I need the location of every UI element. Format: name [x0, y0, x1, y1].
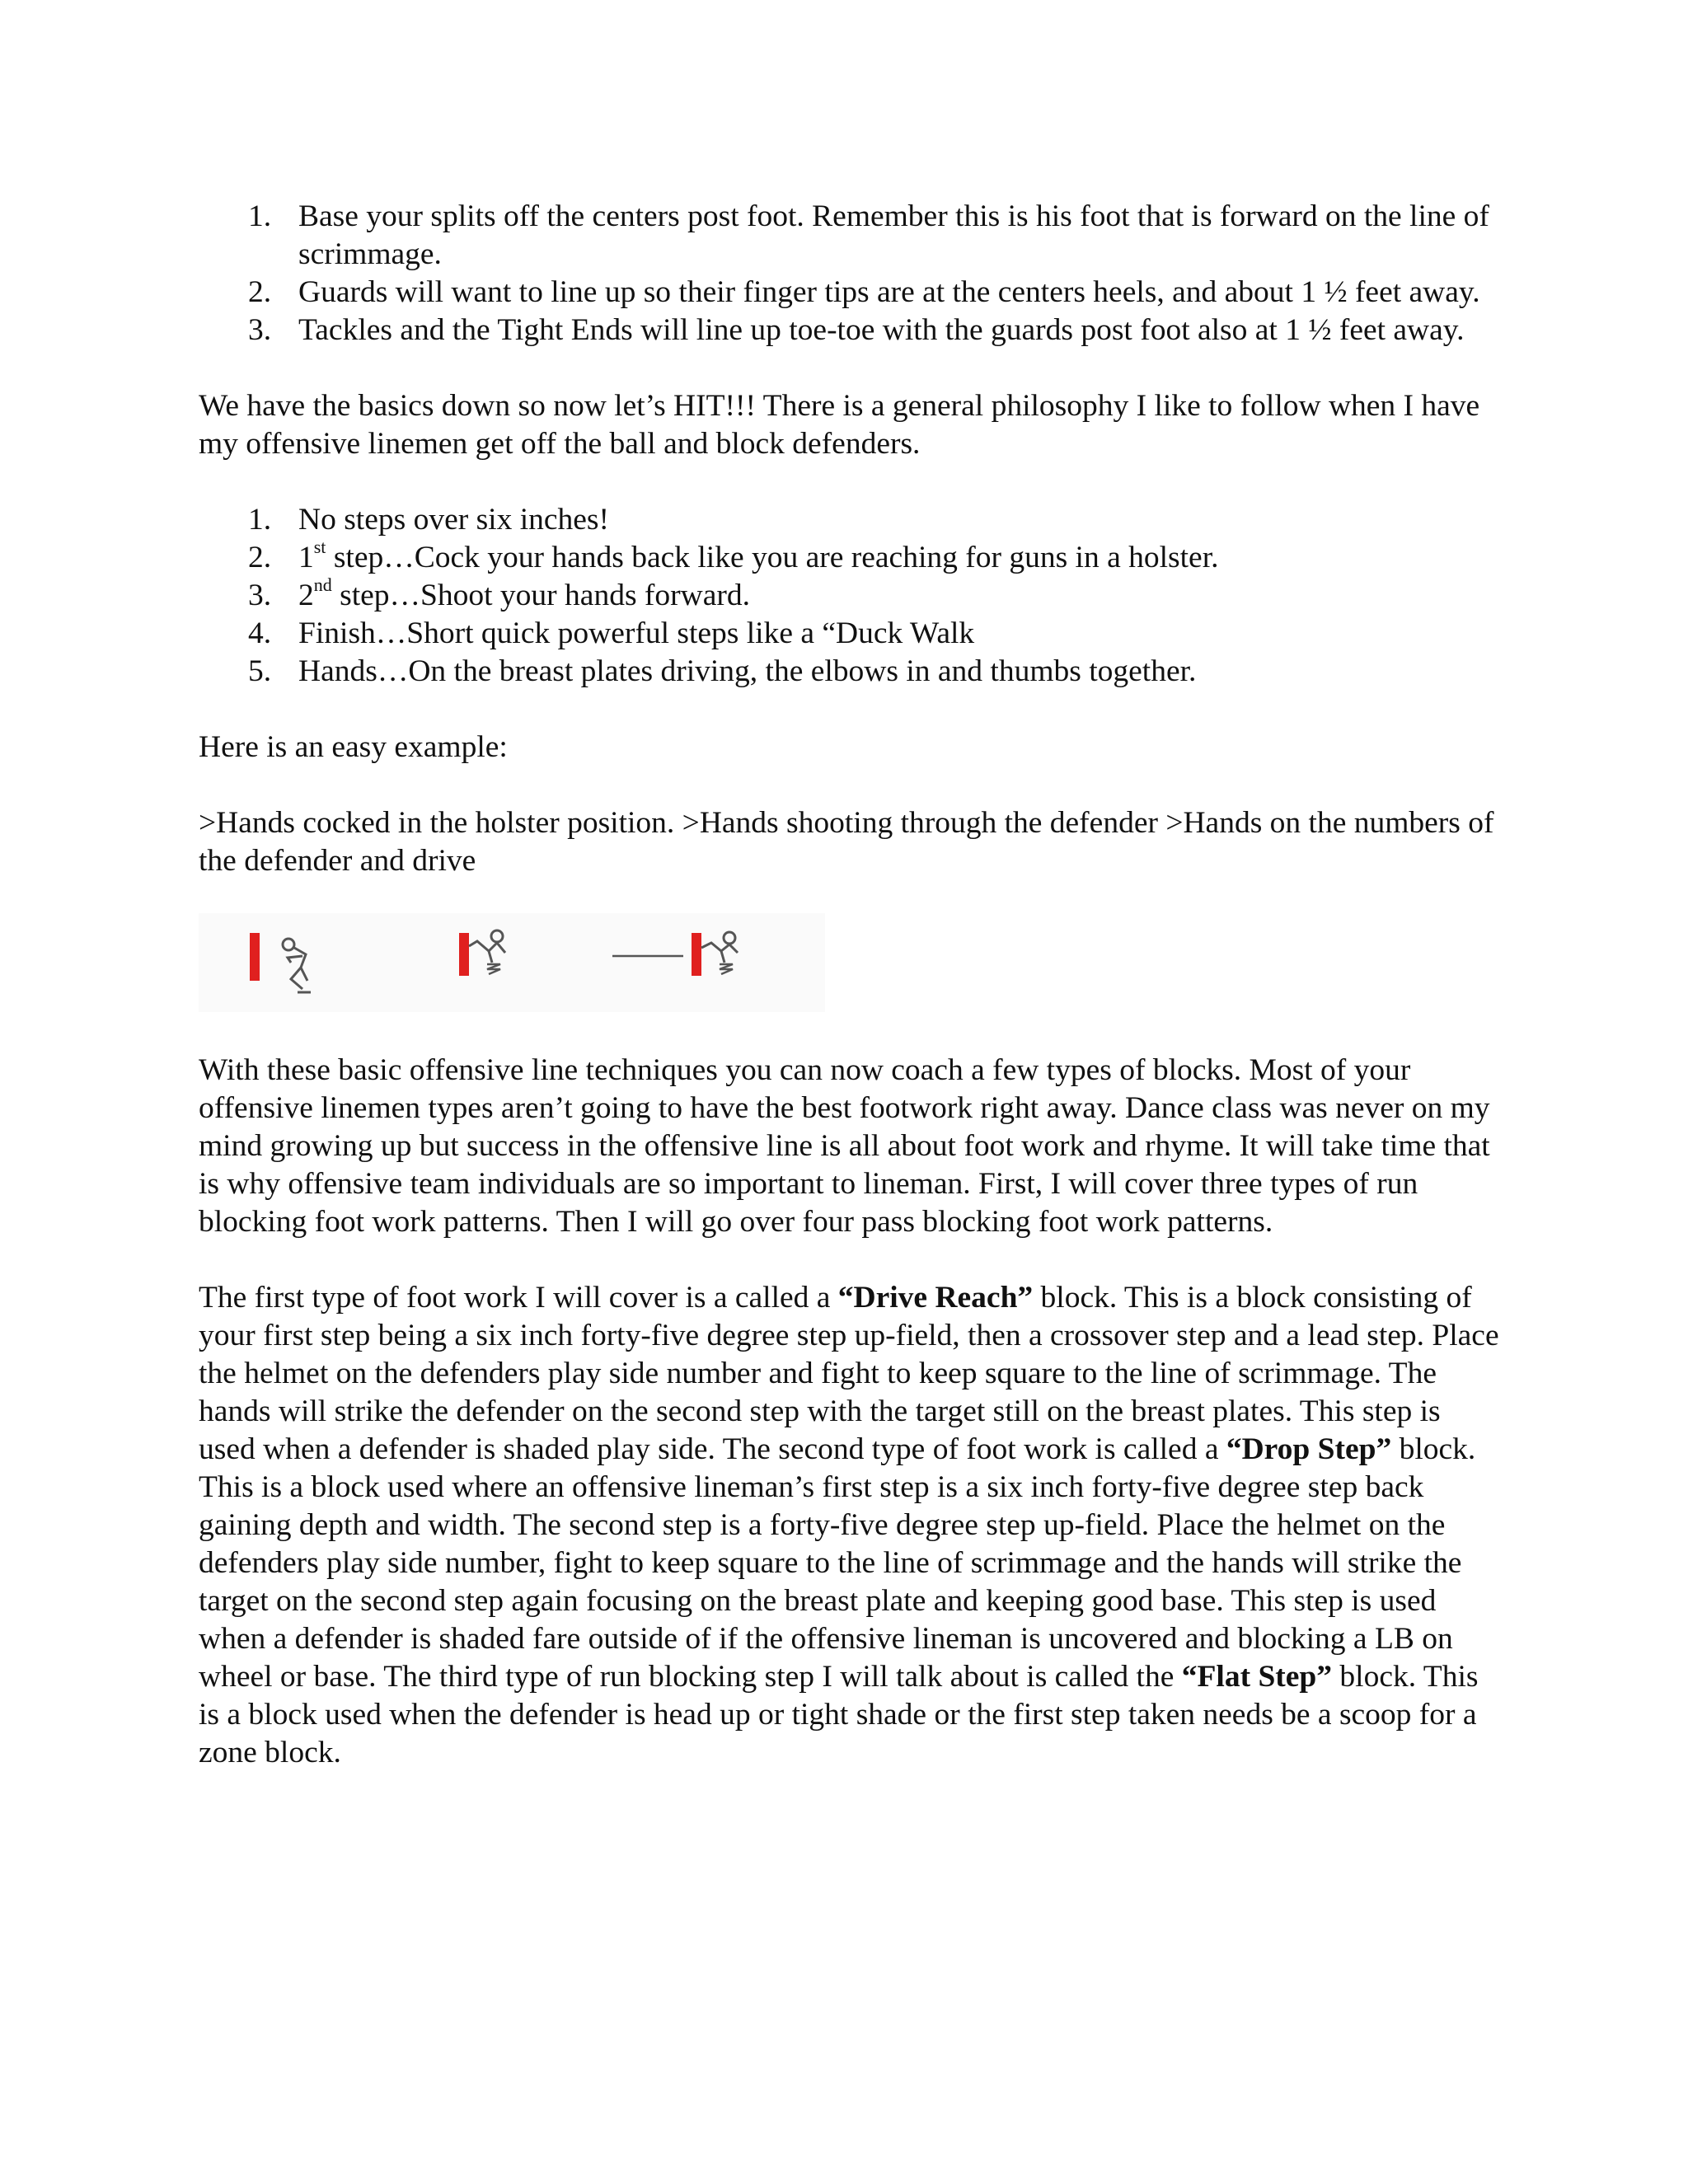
list-item [199, 501, 1501, 539]
hand-technique-illustration [199, 913, 825, 1012]
figure-background [199, 913, 825, 1012]
example-heading: Here is an easy example: [199, 730, 508, 764]
list-item-text: Finish…Short quick powerful steps like a “Duck Walk [298, 616, 975, 650]
list-item [199, 536, 1501, 577]
list-item-text: Base your splits off the centers post foot. Remember this is his foot that is forward on the line of scrimmage. [298, 199, 1489, 271]
blocking-pad [692, 933, 701, 976]
list-item [199, 198, 1501, 274]
footwork-text: block. This is a block used where an offensive lineman’s first step is a six inch forty-five degree step back gaining depth and width. The second step is a forty-five degree step up-field. Place the helmet on the defenders play side number, fight to keep square to the line of scrimmage and the hands will strike the target on the second step again focusing on the breast plate and keeping good base. This step is used when a defender is shaded fare outside of if the offensive lineman is uncovered and blocking a LB on wheel or base. The third type of run blocking step I will talk about is called the [199, 1432, 1476, 1694]
footwork-text: The first type of foot work I will cover is a called a [199, 1281, 838, 1315]
list-item [199, 274, 1501, 312]
example-caption: >Hands cocked in the holster position. >Hands shooting through the defender >Hands on the numbers of the defender and drive [199, 806, 1494, 878]
list-number: 2. [248, 275, 272, 309]
spacer [199, 691, 1501, 729]
footwork-text: block. This is a block used when the defender is head up or tight shade or the first step taken needs be a scoop for a zone block. [199, 1660, 1479, 1769]
list-item-ordinal: 2 [298, 579, 314, 612]
blocking-steps-list [199, 501, 1501, 691]
list-number: 3. [248, 579, 272, 612]
list-item [199, 312, 1501, 349]
list-number: 2. [248, 541, 272, 574]
list-item-text: Hands…On the breast plates driving, the elbows in and thumbs together. [298, 654, 1197, 688]
list-item-text: Guards will want to line up so their finger tips are at the centers heels, and about 1 ½ feet away. [298, 275, 1480, 309]
list-number: 1. [248, 503, 272, 537]
ordinal-suffix: nd [313, 574, 332, 595]
hand-technique-figure [199, 913, 1501, 1012]
list-item [199, 653, 1501, 691]
drop-step-term: “Drop Step” [1226, 1432, 1392, 1466]
footwork-text: block. This is a block consisting of your first step being a six inch forty-five degree step up-field, then a crossover step and a lead step. Place the helmet on the defenders play side number and fight to keep square to the line of scrimmage. The hands will strike the defender on the second step with the target still on the breast plates. This step is used when a defender is shaded play side. The second type of foot work is called a [199, 1281, 1499, 1466]
blocking-pad [250, 933, 260, 981]
list-number: 1. [248, 199, 272, 233]
spacer [199, 1241, 1501, 1279]
splits-list [199, 198, 1501, 349]
techniques-paragraph: With these basic offensive line techniques you can now coach a few types of blocks. Most of your offensive linemen types aren’t going to have the best footwork right away. Dance class was never on my mind growing up but success in the offensive line is all about foot work and rhyme. It will take time that is why offensive team individuals are so important to lineman. First, I will cover three types of run blocking foot work patterns. Then I will go over four pass blocking foot work patterns. [199, 1053, 1490, 1239]
document-page [199, 198, 1501, 1772]
list-number: 5. [248, 654, 272, 688]
list-number: 4. [248, 616, 272, 650]
ordinal-suffix: st [313, 536, 326, 557]
list-item [199, 615, 1501, 653]
list-item-text: step…Cock your hands back like you are reaching for guns in a holster. [326, 541, 1219, 574]
list-number: 3. [248, 313, 272, 347]
spacer [199, 766, 1501, 804]
spacer [199, 463, 1501, 501]
list-item-text: No steps over six inches! [298, 503, 610, 537]
spacer [199, 349, 1501, 387]
footwork-paragraph [199, 1279, 1501, 1772]
list-item-text: step…Shoot your hands forward. [331, 579, 750, 612]
flat-step-term: “Flat Step” [1181, 1660, 1333, 1694]
list-item-text: Tackles and the Tight Ends will line up toe-toe with the guards post foot also at 1 ½ feet away. [298, 313, 1465, 347]
drive-reach-term: “Drive Reach” [837, 1281, 1034, 1315]
intro-paragraph: We have the basics down so now let’s HIT!!! There is a general philosophy I like to follow when I have my offensive linemen get off the ball and block defenders. [199, 389, 1480, 461]
list-item-ordinal: 1 [298, 541, 314, 574]
list-item [199, 574, 1501, 615]
blocking-pad [459, 933, 469, 976]
